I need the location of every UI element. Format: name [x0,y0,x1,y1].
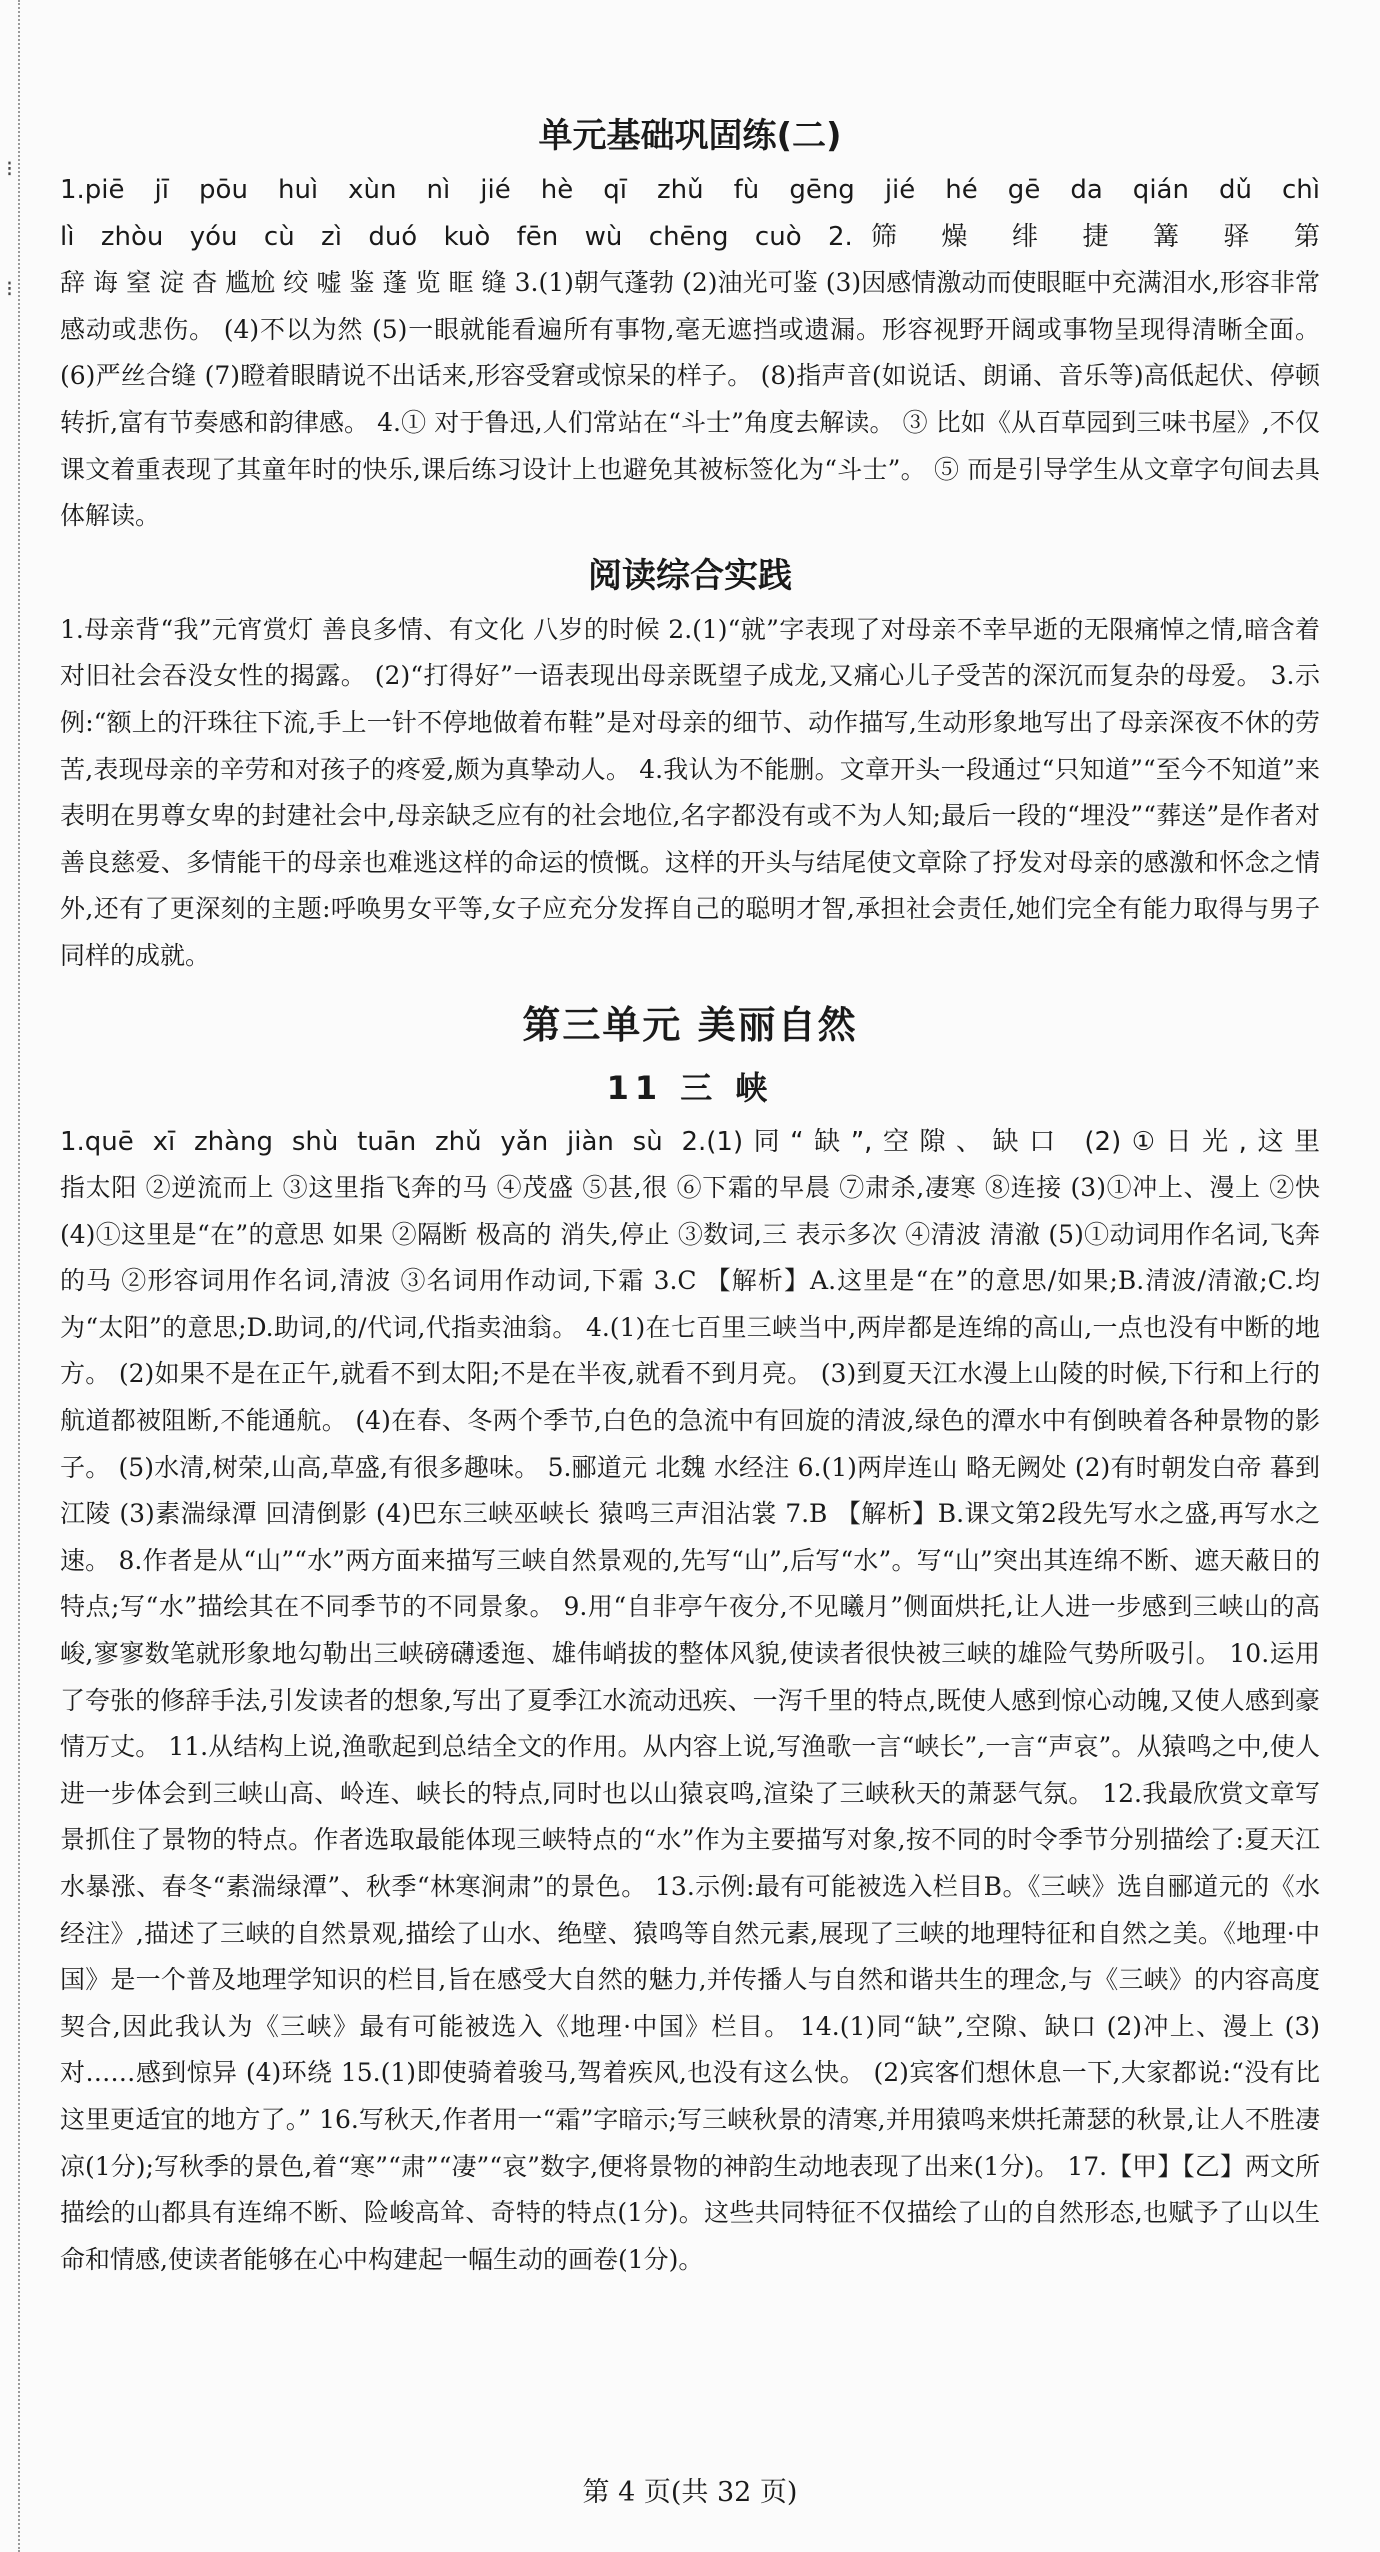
section-unit-3 [60,980,1320,2284]
answer-page [60,100,1320,2283]
margin-marks: ⁝ ⁝ [6,157,13,302]
unit-title: 第三单元 美丽自然 [522,1002,858,1047]
pinyin-line: 1.quē xī zhàng shù tuān zhǔ yǎn jiàn sù 2.(1)同“缺”,空隙、缺口 (2)①日光,这里 [60,1126,1320,1157]
pinyin-line-2: lì zhòu yóu cù zì duó kuò fēn wù chēng cuò 2.筛 燥 绯 捷 篝 驿 第 [60,221,1320,252]
section-title: 阅读综合实践 [588,555,792,596]
pinyin-line-1: 1.piē jī pōu huì xùn nì jié hè qī zhǔ fù gēng jié hé gē da qián dǔ chì [60,175,1320,205]
section-body: 辞 诲 窒 淀 杳 尴尬 绞 嘘 鉴 蓬 览 眶 缝 3.(1)朝气蓬勃 (2)油光可鉴 (3)因感情激动而使眼眶中充满泪水,形容非常感动或悲伤。 (4)不以为然 (5)一眼就能看遍所有事物,毫无遮挡或遗漏。形容视野开阔或事物呈现得清晰全面。 (6)严丝合缝 (7)瞪着眼睛说不出话来,形容受窘或惊呆的样子。 (8)指声音(如说话、朗诵、音乐等)高低起伏、停顿转折,富有节奏感和韵律感。 4.① 对于鲁迅,人们常站在“斗士”角度去解读。 ③ 比如《从百草园到三味书屋》,不仅课文着重表现了其童年时的快乐,课后练习设计上也避免其被标签化为“斗士”。 ⑤ 而是引导学生从文章字句间去具体解读。 [60,268,1320,531]
section-body: 指太阳 ②逆流而上 ③这里指飞奔的马 ④茂盛 ⑤甚,很 ⑥下霜的早晨 ⑦肃杀,凄寒 ⑧连接 (3)①冲上、漫上 ②快 (4)①这里是“在”的意思 如果 ②隔断 极高的 消失,停止 ③数词,三 表示多次 ④清波 清澈 (5)①动词用作名词,飞奔的马 ②形容词用作名词,清波 ③名词用作动词,下霜 3.C 【解析】A.这里是“在”的意思/如果;B.清波/清澈;C.均为“太阳”的意思;D.助词,的/代词,代指卖油翁。 4.(1)在七百里三峡当中,两岸都是连绵的高山,一点也没有中断的地方。 (2)如果不是在正午,就看不到太阳;不是在半夜,就看不到月亮。 (3)到夏天江水漫上山陵的时候,下行和上行的航道都被阻断,不能通航。 (4)在春、冬两个季节,白色的急流中有回旋的清波,绿色的潭水中有倒映着各种景物的影子。 (5)水清,树荣,山高,草盛,有很多趣味。 5.郦道元 北魏 水经注 6.(1)两岸连山 略无阙处 (2)有时朝发白帝 暮到江陵 (3)素湍绿潭 回清倒影 (4)巴东三峡巫峡长 猿鸣三声泪沾裳 7.B 【解析】B.课文第2段先写水之盛,再写水之速。 8.作者是从“山”“水”两方面来描写三峡自然景观的,先写“山”,后写“水”。写“山”突出其连绵不断、遮天蔽日的特点;写“水”描绘其在不同季节的不同景象。 9.用“自非亭午夜分,不见曦月”侧面烘托,让人进一步感到三峡山的高峻,寥寥数笔就形象地勾勒出三峡磅礴逶迤、雄伟峭拔的整体风貌,使读者很快被三峡的雄险气势所吸引。 10.运用了夸张的修辞手法,引发读者的想象,写出了夏季江水流动迅疾、一泻千里的特点,既使人感到惊心动魄,又使人感到豪情万丈。 11.从结构上说,渔歌起到总结全文的作用。从内容上说,写渔歌一言“峡长”,一言“声哀”。从猿鸣之中,使人进一步体会到三峡山高、岭连、峡长的特点,同时也以山猿哀鸣,渲染了三峡秋天的萧瑟气氛。 12.我最欣赏文章写景抓住了景物的特点。作者选取最能体现三峡特点的“水”作为主要描写对象,按不同的时令季节分别描绘了:夏天江水暴涨、春冬“素湍绿潭”、秋季“林寒涧肃”的景色。 13.示例:最有可能被选入栏目B。《三峡》选自郦道元的《水经注》,描述了三峡的自然景观,描绘了山水、绝壁、猿鸣等自然元素,展现了三峡的地理特征和自然之美。《地理·中国》是一个普及地理学知识的栏目,旨在感受大自然的魅力,并传播人与自然和谐共生的理念,与《三峡》的内容高度契合,因此我认为《三峡》最有可能被选入《地理·中国》栏目。 14.(1)同“缺”,空隙、缺口 (2)冲上、漫上 (3)对……感到惊异 (4)环绕 15.(1)即使骑着骏马,驾着疾风,也没有这么快。 (2)宾客们想休息一下,大家都说:“没有比这里更适宜的地方了。” 16.写秋天,作者用一“霜”字暗示;写三峡秋景的清寒,并用猿鸣来烘托萧瑟的秋景,让人不胜凄凉(1分);写秋季的景色,着“寒”“肃”“凄”“哀”数字,便将景物的神韵生动地表现了出来(1分)。 17.【甲】【乙】两文所描绘的山都具有连绵不断、险峻高耸、奇特的特点(1分)。这些共同特征不仅描绘了山的自然形态,也赋予了山以生命和情感,使读者能够在心中构建起一幅生动的画卷(1分)。 [60,1173,1320,2274]
lesson-title: 11 三 峡 [606,1068,774,1107]
section-title: 单元基础巩固练(二) [538,116,842,156]
section-reading-practice [60,540,1320,980]
section-unit-review-2 [60,100,1320,540]
page-number: 第 4 页(共 32 页) [582,2477,798,2508]
binding-margin-line [18,0,20,2552]
section-body: 1.母亲背“我”元宵赏灯 善良多情、有文化 八岁的时候 2.(1)“就”字表现了对母亲不幸早逝的无限痛悼之情,暗含着对旧社会吞没女性的揭露。 (2)“打得好”一语表现出母亲既望子成龙,又痛心儿子受苦的深沉而复杂的母爱。 3.示例:“额上的汗珠往下流,手上一针不停地做着布鞋”是对母亲的细节、动作描写,生动形象地写出了母亲深夜不休的劳苦,表现母亲的辛劳和对孩子的疼爱,颇为真挚动人。 4.我认为不能删。文章开头一段通过“只知道”“至今不知道”来表明在男尊女卑的封建社会中,母亲缺乏应有的社会地位,名字都没有或不为人知;最后一段的“埋没”“葬送”是作者对善良慈爱、多情能干的母亲也难逃这样的命运的愤慨。这样的开头与结尾使文章除了抒发对母亲的感激和怀念之情外,还有了更深刻的主题:呼唤男女平等,女子应充分发挥自己的聪明才智,承担社会责任,她们完全有能力取得与男子同样的成就。 [60,614,1320,970]
